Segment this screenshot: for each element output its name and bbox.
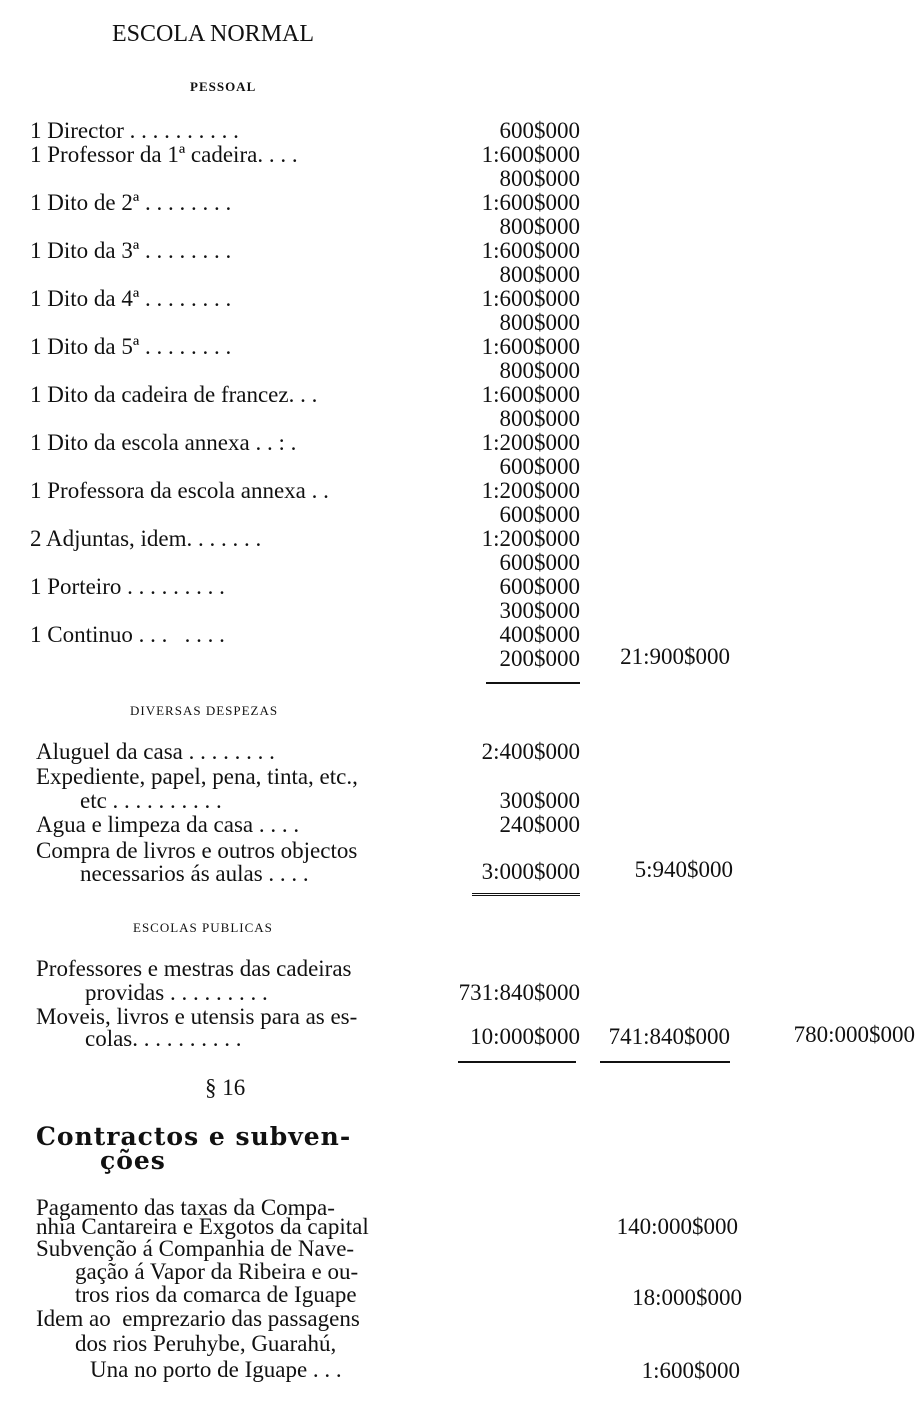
- row-label: Aluguel da casa . . . . . . . .: [36, 739, 275, 764]
- row-amount: 1:600$000: [481, 190, 580, 215]
- pessoal-total: 21:900$000: [620, 644, 730, 669]
- row-amount: 3:000$000: [481, 859, 580, 884]
- row-label: 1 Professor da 1ª cadeira. . . .: [30, 142, 298, 167]
- row-label-cont: colas. . . . . . . . . .: [85, 1026, 242, 1051]
- section-number: § 16: [205, 1075, 246, 1100]
- row-label: 1 Dito da 3ª . . . . . . . .: [30, 238, 232, 263]
- page-title: ESCOLA NORMAL: [112, 21, 315, 47]
- row-amount-2: 800$000: [499, 214, 580, 239]
- contractos-heading-cont: ções: [100, 1146, 166, 1175]
- row-amount: 600$000: [499, 574, 580, 599]
- row-label: Expediente, papel, pena, tinta, etc.,: [36, 764, 358, 789]
- row-amount-2: 600$000: [499, 454, 580, 479]
- row-label: 1 Director . . . . . . . . . .: [30, 118, 239, 143]
- row-amount: 1:600$000: [481, 334, 580, 359]
- diversas-total: 5:940$000: [634, 857, 733, 882]
- row-amount: 10:000$000: [470, 1024, 580, 1049]
- row-amount: 600$000: [499, 118, 580, 143]
- section-heading-escolas: ESCOLAS PUBLICAS: [133, 920, 273, 935]
- row-label: 1 Porteiro . . . . . . . . .: [30, 574, 225, 599]
- row-label-cont: tros rios da comarca de Iguape: [75, 1282, 357, 1307]
- row-label: 1 Dito de 2ª . . . . . . . .: [30, 190, 232, 215]
- row-label: 1 Dito da cadeira de francez. . .: [30, 382, 318, 407]
- row-label: 2 Adjuntas, idem. . . . . . .: [30, 526, 262, 551]
- row-amount: 140:000$000: [616, 1214, 738, 1239]
- row-label-cont: Una no porto de Iguape . . .: [90, 1357, 342, 1382]
- row-amount-2: 800$000: [499, 310, 580, 335]
- row-label-cont: gação á Vapor da Ribeira e ou-: [75, 1259, 359, 1284]
- row-amount-2: 600$000: [499, 550, 580, 575]
- rule: [600, 1061, 730, 1063]
- row-amount: 1:600$000: [641, 1358, 740, 1383]
- row-label: Idem ao emprezario das passagens: [36, 1306, 360, 1331]
- row-label: 1 Dito da escola annexa . . : .: [30, 430, 297, 455]
- row-label: Subvenção á Companhia de Nave-: [36, 1236, 355, 1261]
- row-amount-2: 800$000: [499, 358, 580, 383]
- row-amount-2: 800$000: [499, 406, 580, 431]
- section-heading-diversas: DIVERSAS DESPEZAS: [130, 703, 279, 718]
- row-amount: 1:600$000: [481, 142, 580, 167]
- row-amount: 18:000$000: [632, 1285, 742, 1310]
- escolas-total: 741:840$000: [608, 1024, 730, 1049]
- row-label: 1 Dito da 5ª . . . . . . . .: [30, 334, 232, 359]
- row-label-cont: dos rios Peruhybe, Guarahú,: [75, 1331, 337, 1356]
- row-amount: 1:200$000: [481, 526, 580, 551]
- row-amount-2: 200$000: [499, 646, 580, 671]
- section-heading-pessoal: PESSOAL: [190, 79, 257, 94]
- row-amount: 400$000: [499, 622, 580, 647]
- row-amount: 1:600$000: [481, 238, 580, 263]
- row-label-cont: providas . . . . . . . . .: [85, 980, 268, 1005]
- row-amount-2: 300$000: [499, 598, 580, 623]
- row-label: 1 Continuo . . . . . . .: [30, 622, 225, 647]
- row-label: 1 Professora da escola annexa . .: [30, 478, 329, 503]
- row-label: Moveis, livros e utensis para as es-: [36, 1004, 358, 1029]
- row-amount-2: 600$000: [499, 502, 580, 527]
- row-amount: 240$000: [499, 812, 580, 837]
- row-label: Pagamento das taxas da Compa-: [36, 1195, 335, 1220]
- row-label: Agua e limpeza da casa . . . .: [36, 812, 300, 837]
- rule: [458, 1061, 576, 1063]
- row-label: Professores e mestras das cadeiras: [36, 956, 352, 981]
- rule: [472, 893, 580, 896]
- row-label-cont: nhia Cantareira e Exgotos da capital: [36, 1214, 369, 1239]
- row-label: 1 Dito da 4ª . . . . . . . .: [30, 286, 232, 311]
- row-amount-2: 800$000: [499, 166, 580, 191]
- row-label: Compra de livros e outros objectos: [36, 838, 358, 863]
- row-amount: 1:200$000: [481, 430, 580, 455]
- row-amount: 731:840$000: [458, 980, 580, 1005]
- row-amount-2: 800$000: [499, 262, 580, 287]
- row-amount: 1:600$000: [481, 286, 580, 311]
- row-amount: 2:400$000: [481, 739, 580, 764]
- grand-total: 780:000$000: [793, 1022, 915, 1047]
- contractos-heading: Contractos e subven-: [36, 1122, 352, 1151]
- rule: [486, 682, 580, 684]
- row-amount: 1:200$000: [481, 478, 580, 503]
- row-label-cont: necessarios ás aulas . . . .: [80, 861, 309, 886]
- row-label-cont: etc . . . . . . . . . .: [80, 788, 222, 813]
- row-amount: 300$000: [499, 788, 580, 813]
- row-amount: 1:600$000: [481, 382, 580, 407]
